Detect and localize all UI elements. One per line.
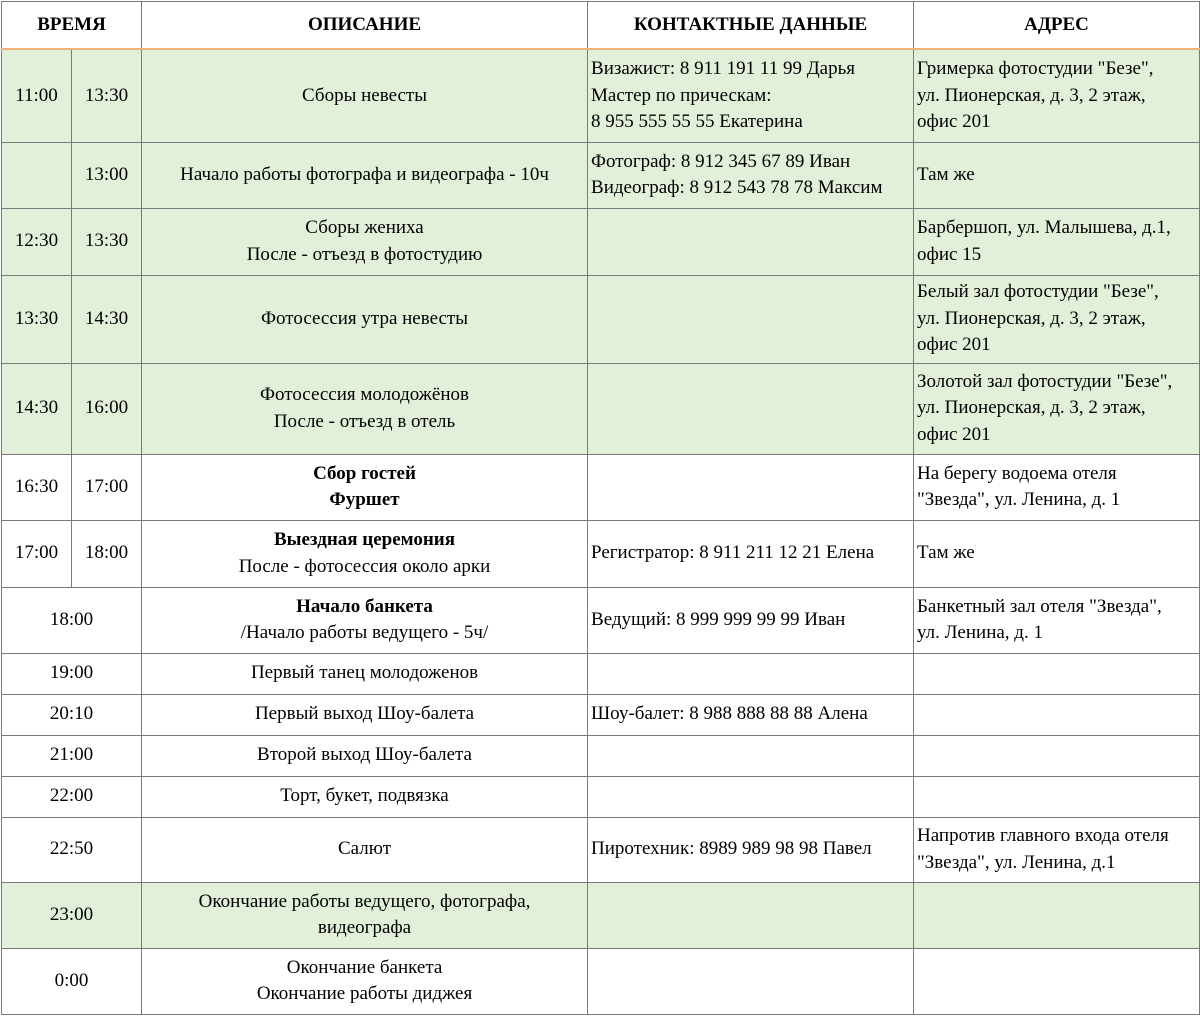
address-line: Белый зал фотостудии "Безе",	[917, 281, 1159, 303]
header-row	[2, 2, 1200, 50]
address-line: Гримерка фотостудии "Безе",	[917, 58, 1154, 79]
start-time: 13:30	[2, 275, 72, 363]
contacts-cell	[588, 817, 914, 882]
description-cell	[142, 776, 588, 817]
contacts-cell	[588, 142, 914, 208]
contacts-cell	[588, 208, 914, 275]
table-row	[2, 454, 1200, 520]
time-cell: 22:00	[2, 776, 142, 817]
contact-line: Шоу-балет: 8 988 888 88 88 Алена	[591, 703, 868, 725]
contact-line: Фотограф: 8 912 345 67 89 Иван	[591, 150, 851, 172]
contacts-cell	[588, 454, 914, 520]
address-line: "Звезда", ул. Ленина, д. 1	[917, 489, 1121, 510]
description-line: Торт, букет, подвязка	[280, 785, 449, 807]
table-row	[2, 275, 1200, 363]
address-line: Там же	[917, 163, 975, 185]
address-line: Золотой зал фотостудии "Безе",	[917, 370, 1173, 392]
table-row	[2, 948, 1200, 1014]
address-cell	[914, 694, 1200, 735]
description-cell	[142, 142, 588, 208]
end-time: 16:00	[72, 363, 142, 454]
address-line: ул. Ленина, д. 1	[917, 622, 1043, 643]
table-row	[2, 776, 1200, 817]
table-row	[2, 208, 1200, 275]
description-line: Фотосессия молодожёнов	[260, 384, 469, 405]
start-time: 14:30	[2, 363, 72, 454]
description-line: Окончание работы диджея	[256, 983, 473, 1004]
end-time: 13:30	[72, 208, 142, 275]
start-time: 16:30	[2, 454, 72, 520]
address-line: Барбершоп, ул. Малышева, д.1,	[917, 217, 1171, 238]
time-cell: 0:00	[2, 948, 142, 1014]
address-cell	[914, 275, 1200, 363]
address-cell	[914, 208, 1200, 275]
description-cell	[142, 363, 588, 454]
contacts-cell	[588, 776, 914, 817]
header-description: ОПИСАНИЕ	[142, 2, 588, 50]
address-cell	[914, 948, 1200, 1014]
end-time: 13:30	[72, 49, 142, 142]
table-row	[2, 735, 1200, 776]
description-line: После - отъезд в фотостудию	[246, 243, 483, 265]
start-time: 11:00	[2, 49, 72, 142]
contacts-cell	[588, 882, 914, 948]
address-line: ул. Пионерская, д. 3, 2 этаж,	[917, 84, 1146, 106]
description-line: видеографа	[317, 917, 412, 938]
description-line: /Начало работы ведущего - 5ч/	[240, 622, 489, 643]
description-line: Окончание работы ведущего, фотографа,	[198, 890, 531, 912]
description-line: Салют	[338, 838, 392, 860]
time-cell: 19:00	[2, 653, 142, 694]
address-cell	[914, 520, 1200, 587]
contact-line: 8 955 555 55 55 Екатерина	[591, 111, 803, 132]
end-time: 13:00	[72, 142, 142, 208]
description-bold-line: Фуршет	[329, 489, 400, 510]
description-line: Второй выход Шоу-балета	[257, 744, 472, 766]
description-line: Первый выход Шоу-балета	[254, 703, 475, 725]
description-line: Начало работы фотографа и видеографа - 10ч	[180, 163, 549, 185]
time-cell: 22:50	[2, 817, 142, 882]
contacts-cell	[588, 948, 914, 1014]
header-contacts: КОНТАКТНЫЕ ДАННЫЕ	[588, 2, 914, 50]
address-cell	[914, 776, 1200, 817]
contact-line: Регистратор: 8 911 211 12 21 Елена	[591, 542, 875, 564]
table-row	[2, 363, 1200, 454]
contacts-cell	[588, 49, 914, 142]
start-time: 12:30	[2, 208, 72, 275]
contacts-cell	[588, 587, 914, 653]
address-cell	[914, 454, 1200, 520]
header-time: ВРЕМЯ	[2, 2, 142, 50]
description-cell	[142, 520, 588, 587]
description-cell	[142, 454, 588, 520]
address-line: офис 201	[917, 334, 991, 356]
table-row	[2, 694, 1200, 735]
description-bold-line: Начало банкета	[296, 595, 433, 617]
description-line: После - отъезд в отель	[273, 410, 456, 432]
address-line: На берегу водоема отеля	[917, 462, 1117, 484]
time-cell: 20:10	[2, 694, 142, 735]
description-cell	[142, 587, 588, 653]
start-time: 17:00	[2, 520, 72, 587]
description-cell	[142, 882, 588, 948]
address-line: ул. Пионерская, д. 3, 2 этаж,	[917, 307, 1146, 329]
description-cell	[142, 694, 588, 735]
description-cell	[142, 208, 588, 275]
address-line: Там же	[917, 542, 975, 564]
address-cell	[914, 49, 1200, 142]
contacts-cell	[588, 735, 914, 776]
description-bold-line: Выездная церемония	[273, 529, 456, 550]
start-time	[2, 142, 72, 208]
end-time: 14:30	[72, 275, 142, 363]
contacts-cell	[588, 520, 914, 587]
address-cell	[914, 142, 1200, 208]
table-row	[2, 49, 1200, 142]
end-time: 17:00	[72, 454, 142, 520]
description-cell	[142, 49, 588, 142]
contact-line: Пиротехник: 8989 989 98 98 Павел	[591, 838, 872, 860]
description-cell	[142, 653, 588, 694]
address-line: офис 201	[917, 111, 991, 132]
description-line: Окончание банкета	[286, 956, 443, 978]
address-line: Банкетный зал отеля "Звезда",	[917, 595, 1162, 617]
description-cell	[142, 275, 588, 363]
address-cell	[914, 363, 1200, 454]
time-cell: 18:00	[2, 587, 142, 653]
table-row	[2, 142, 1200, 208]
description-line: Сборы жениха	[305, 217, 424, 238]
description-line: Первый танец молодоженов	[250, 662, 479, 684]
address-cell	[914, 882, 1200, 948]
description-cell	[142, 735, 588, 776]
contact-line: Визажист: 8 911 191 11 99 Дарья	[591, 58, 855, 79]
address-line: Напротив главного входа отеля	[917, 825, 1169, 846]
table-row	[2, 587, 1200, 653]
table-row	[2, 817, 1200, 882]
address-cell	[914, 587, 1200, 653]
contact-line: Мастер по прическам:	[591, 84, 772, 106]
description-cell	[142, 948, 588, 1014]
contact-line: Ведущий: 8 999 999 99 99 Иван	[591, 608, 846, 630]
contacts-cell	[588, 653, 914, 694]
address-line: офис 201	[917, 423, 991, 445]
time-cell: 23:00	[2, 882, 142, 948]
address-cell	[914, 735, 1200, 776]
address-cell	[914, 653, 1200, 694]
description-line: Сборы невесты	[302, 84, 427, 106]
header-address: АДРЕС	[914, 2, 1200, 50]
end-time: 18:00	[72, 520, 142, 587]
address-line: офис 15	[917, 243, 982, 265]
contacts-cell	[588, 694, 914, 735]
table-row	[2, 653, 1200, 694]
schedule-table	[1, 1, 1200, 1015]
description-line: Фотосессия утра невесты	[261, 307, 468, 329]
table-row	[2, 882, 1200, 948]
description-bold-line: Сбор гостей	[313, 462, 416, 484]
address-cell	[914, 817, 1200, 882]
address-line: ул. Пионерская, д. 3, 2 этаж,	[917, 397, 1146, 419]
contact-line: Видеограф: 8 912 543 78 78 Максим	[591, 177, 883, 198]
table-row	[2, 520, 1200, 587]
address-line: "Звезда", ул. Ленина, д.1	[917, 851, 1116, 873]
contacts-cell	[588, 275, 914, 363]
contacts-cell	[588, 363, 914, 454]
description-line: После - фотосессия около арки	[238, 555, 491, 577]
description-cell	[142, 817, 588, 882]
time-cell: 21:00	[2, 735, 142, 776]
